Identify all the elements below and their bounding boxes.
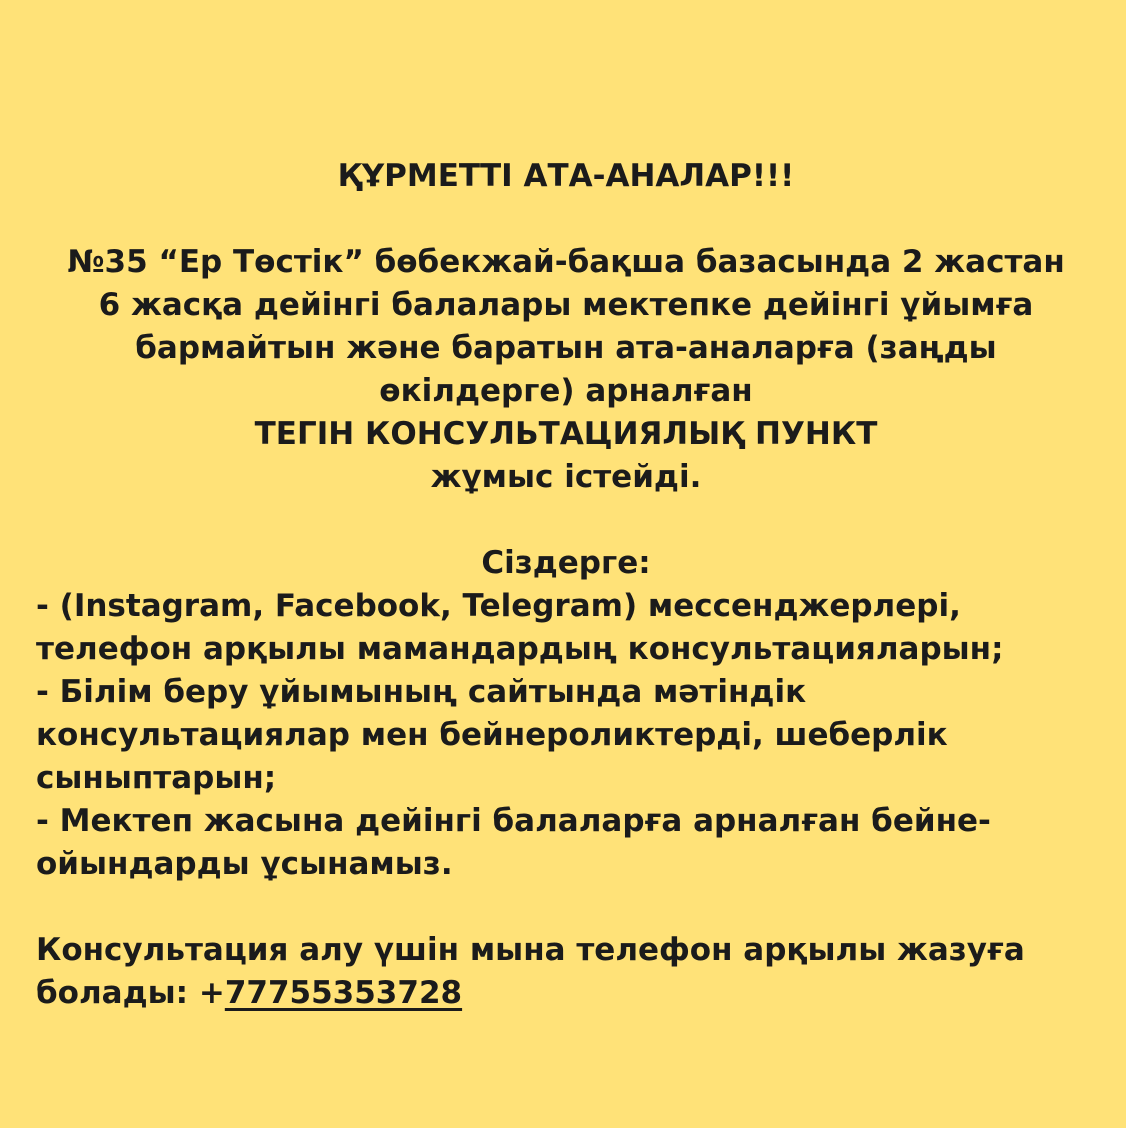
notice-title: ҚҰРМЕТТІ АТА-АНАЛАР!!! xyxy=(337,158,795,194)
spacer xyxy=(36,886,1096,929)
offer-line: консультациялар мен бейнероликтерді, шеберлік xyxy=(36,717,948,753)
spacer xyxy=(36,198,1096,241)
offer-line: телефон арқылы мамандардың консультацияларын; xyxy=(36,631,1004,667)
spacer xyxy=(36,499,1096,542)
contact-prefix: болады: + xyxy=(36,975,225,1011)
intro-line: өкілдерге) арналған xyxy=(379,373,753,409)
offer-line: сыныптарын; xyxy=(36,760,277,796)
contact-line xyxy=(36,972,1096,1015)
phone-link[interactable]: 77755353728 xyxy=(224,975,463,1011)
offer-line: - Білім беру ұйымының сайтында мәтіндік xyxy=(36,674,807,710)
intro-line: 6 жасқа дейінгі балалары мектепке дейінгі ұйымға xyxy=(98,287,1034,323)
offer-list xyxy=(36,585,1096,886)
intro-line: бармайтын және баратын ата-аналарға (заңды xyxy=(135,330,997,366)
offer-line: ойындарды ұсынамыз. xyxy=(36,846,453,882)
offer-line: - (Instagram, Facebook, Telegram) мессенджерлері, xyxy=(36,588,961,624)
intro-line: №35 “Ер Төстік” бөбекжай-бақша базасында 2 жастан xyxy=(67,244,1065,280)
offer-heading: Сіздерге: xyxy=(481,545,651,581)
contact-block xyxy=(36,929,1096,1015)
intro-line: жұмыс істейді. xyxy=(430,459,702,495)
intro-block xyxy=(36,241,1096,499)
intro-line-highlight: ТЕГІН КОНСУЛЬТАЦИЯЛЫҚ ПУНКТ xyxy=(254,416,878,452)
offer-line: - Мектеп жасына дейінгі балаларға арналған бейне- xyxy=(36,803,991,839)
contact-line: Консультация алу үшін мына телефон арқылы жазуға xyxy=(36,932,1025,968)
